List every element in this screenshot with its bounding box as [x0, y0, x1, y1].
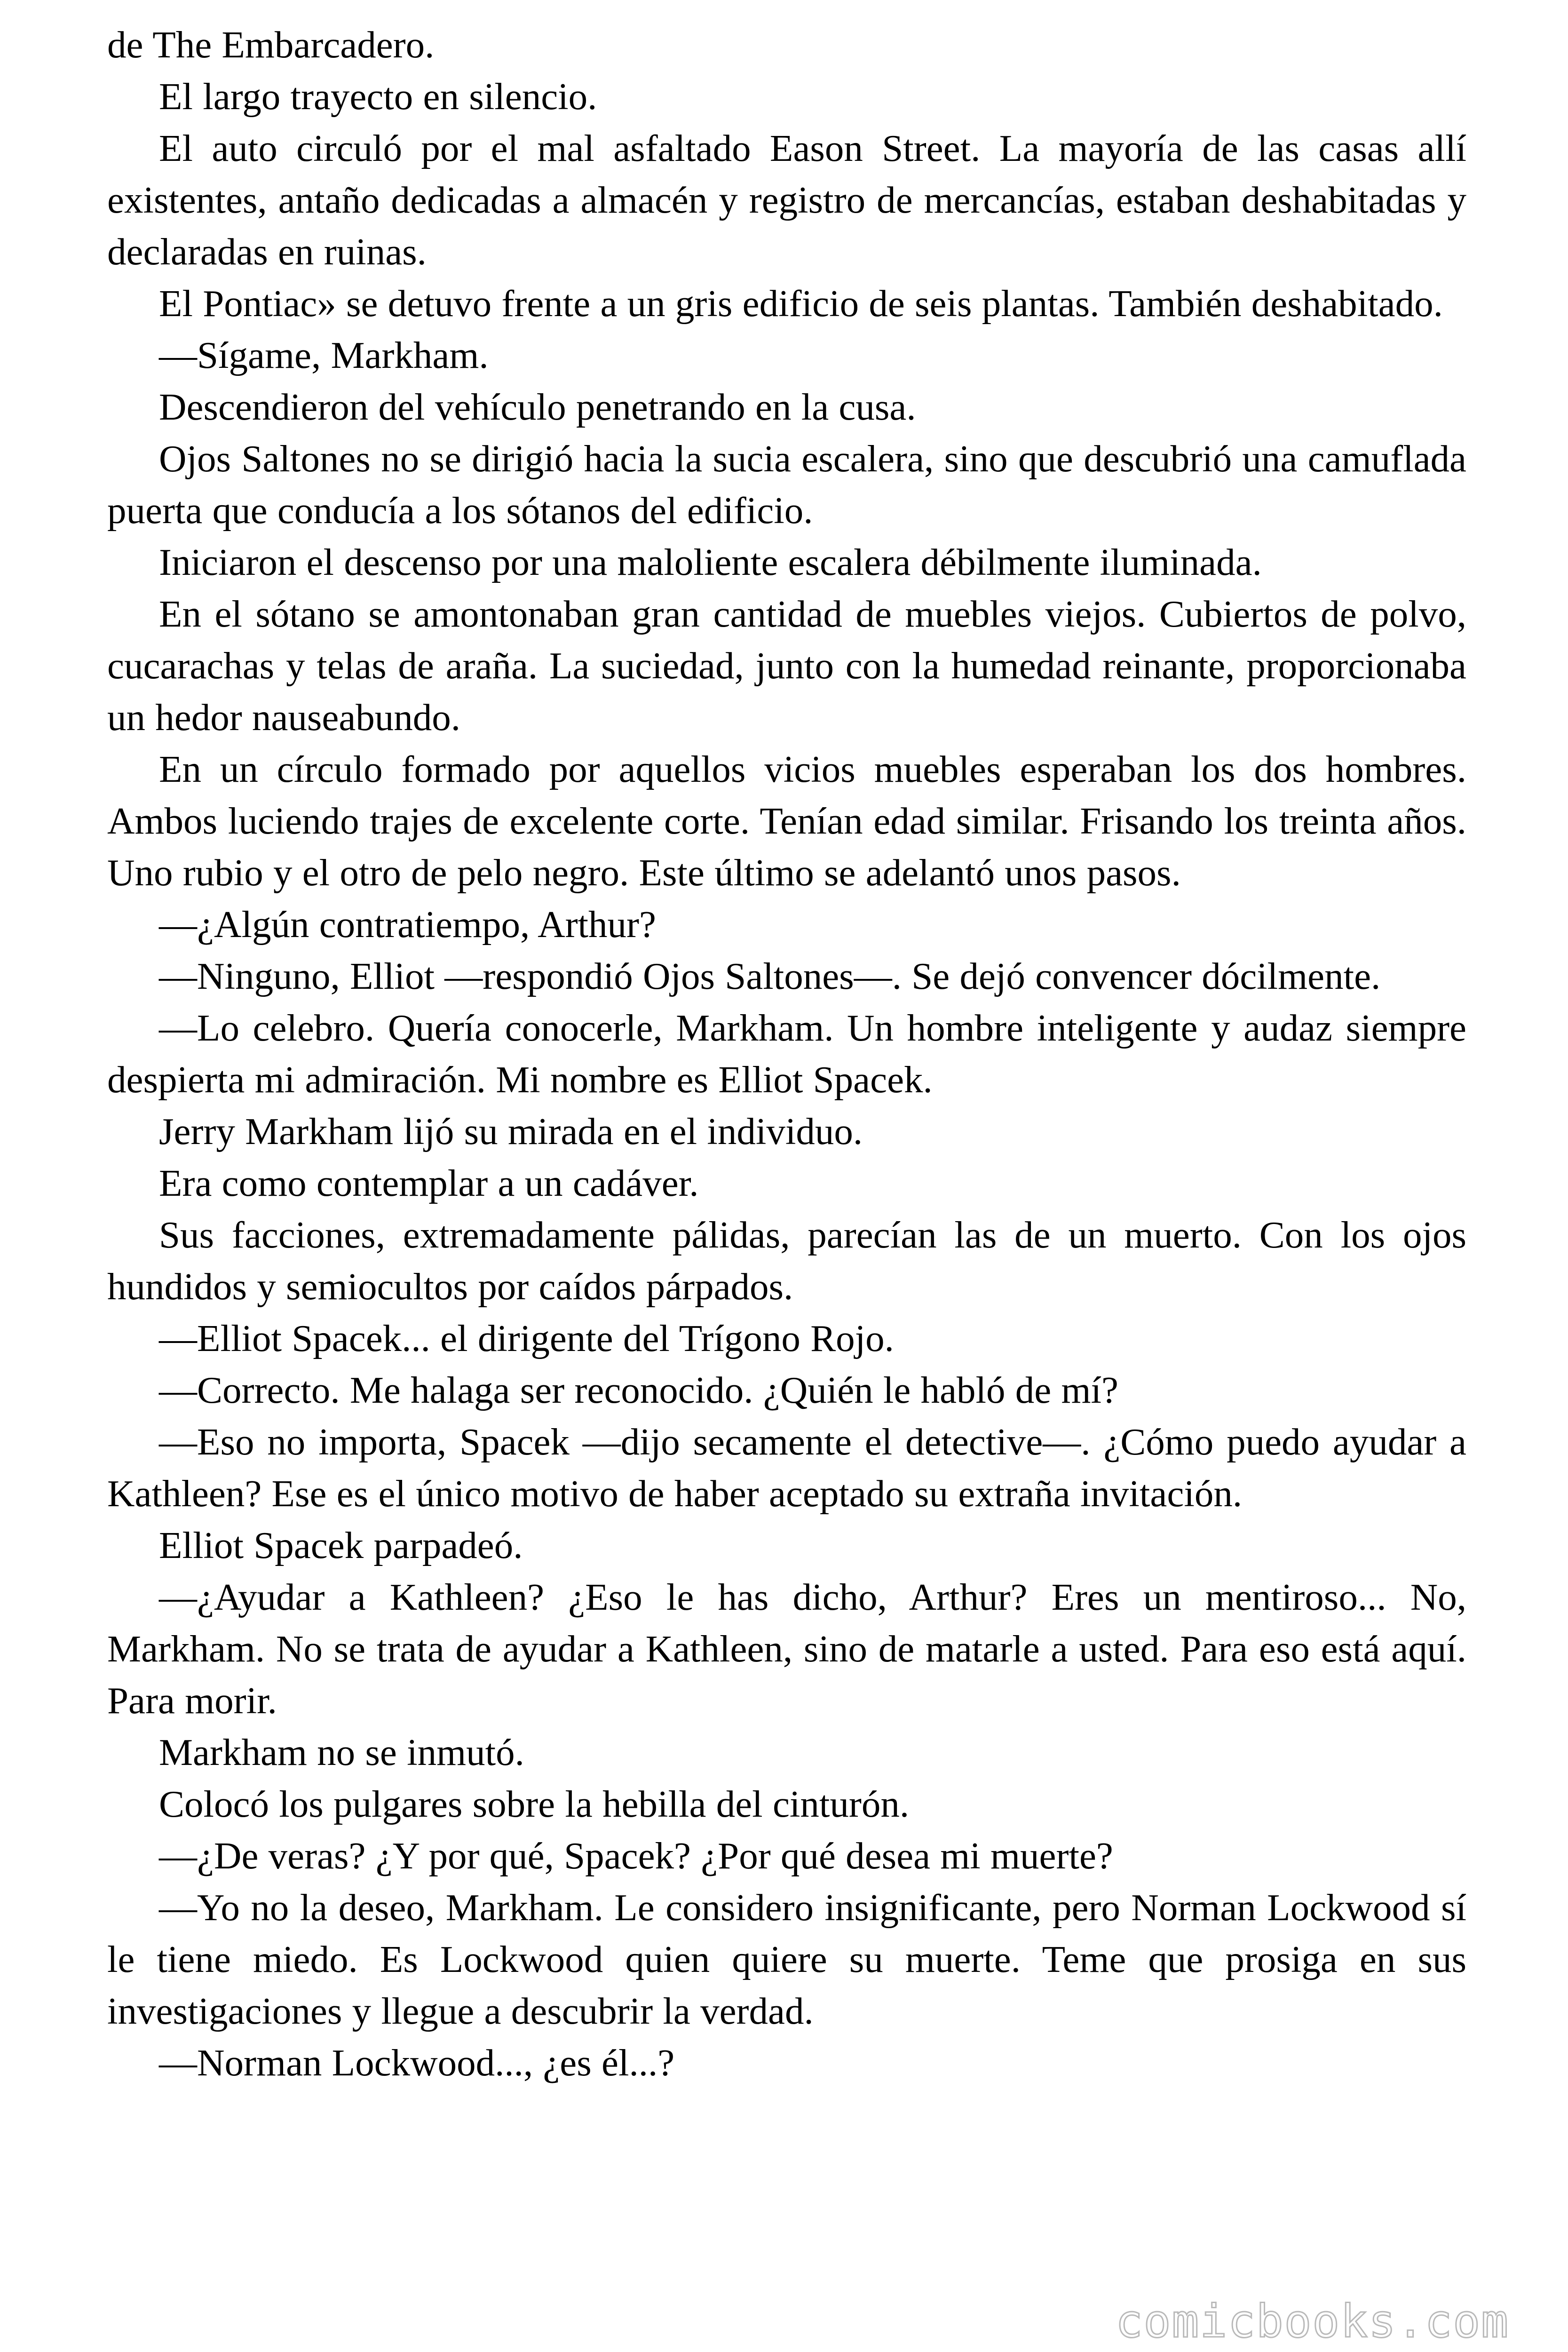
paragraph: —Sígame, Markham. [159, 334, 489, 376]
paragraph: —Ninguno, Elliot —respondió Ojos Saltones—. Se dejó convencer dócilmente. [159, 955, 1381, 997]
paragraph: Colocó los pulgares sobre la hebilla del cinturón. [159, 1783, 910, 1825]
paragraph: El largo trayecto en silencio. [159, 75, 597, 118]
paragraph: —Lo celebro. Quería conocerle, Markham. Un hombre inteligente y audaz siempre despierta mi admiración. Mi nombre es Elliot Spacek. [107, 1007, 1466, 1101]
page-text [107, 19, 1466, 2089]
paragraph: Descendieron del vehículo penetrando en la cusa. [159, 386, 916, 428]
paragraph: Sus facciones, extremadamente pálidas, parecían las de un muerto. Con los ojos hundidos y semiocultos por caídos párpados. [107, 1214, 1466, 1308]
paragraph: —¿De veras? ¿Y por qué, Spacek? ¿Por qué desea mi muerte? [159, 1835, 1113, 1877]
paragraph: En el sótano se amontonaban gran cantidad de muebles viejos. Cubiertos de polvo, cucarachas y telas de araña. La suciedad, junto con la humedad reinante, proporcionaba un hedor nauseabundo. [107, 593, 1466, 739]
paragraph: —¿Ayudar a Kathleen? ¿Eso le has dicho, Arthur? Eres un mentiroso... No, Markham. No se trata de ayudar a Kathleen, sino de matarle a usted. Para eso está aquí. Para morir. [107, 1576, 1466, 1722]
paragraph: Iniciaron el descenso por una maloliente escalera débilmente iluminada. [159, 541, 1262, 583]
paragraph: de The Embarcadero. [107, 24, 435, 66]
paragraph: —Elliot Spacek... el dirigente del Trígono Rojo. [159, 1317, 894, 1359]
paragraph: —Correcto. Me halaga ser reconocido. ¿Quién le habló de mí? [159, 1369, 1118, 1411]
paragraph: Elliot Spacek parpadeó. [159, 1524, 523, 1566]
paragraph: —Eso no importa, Spacek —dijo secamente el detective—. ¿Cómo puedo ayudar a Kathleen? Ese es el único motivo de haber aceptado su extraña invitación. [107, 1421, 1466, 1515]
paragraph: Jerry Markham lijó su mirada en el individuo. [159, 1110, 863, 1152]
watermark-logo: comicbooks.com [1115, 2295, 1509, 2348]
paragraph: —Yo no la deseo, Markham. Le considero insignificante, pero Norman Lockwood sí le tiene miedo. Es Lockwood quien quiere su muerte. Teme que prosiga en sus investigaciones y llegue a descubrir la verdad. [107, 1886, 1466, 2032]
paragraph: El auto circuló por el mal asfaltado Eason Street. La mayoría de las casas allí existentes, antaño dedicadas a almacén y registro de mercancías, estaban deshabitadas y declaradas en ruinas. [107, 127, 1466, 273]
paragraph: Ojos Saltones no se dirigió hacia la sucia escalera, sino que descubrió una camuflada puerta que conducía a los sótanos del edificio. [107, 437, 1466, 532]
paragraph: Markham no se inmutó. [159, 1731, 524, 1773]
paragraph: En un círculo formado por aquellos vicios muebles esperaban los dos hombres. Ambos luciendo trajes de excelente corte. Tenían edad similar. Frisando los treinta años. Uno rubio y el otro de pelo negro. Este último se adelantó unos pasos. [107, 748, 1466, 894]
paragraph: —Norman Lockwood..., ¿es él...? [159, 2042, 675, 2084]
paragraph: —¿Algún contratiempo, Arthur? [159, 903, 656, 946]
paragraph: Era como contemplar a un cadáver. [159, 1162, 699, 1204]
paragraph: El Pontiac» se detuvo frente a un gris edificio de seis plantas. También deshabitado. [159, 282, 1443, 325]
